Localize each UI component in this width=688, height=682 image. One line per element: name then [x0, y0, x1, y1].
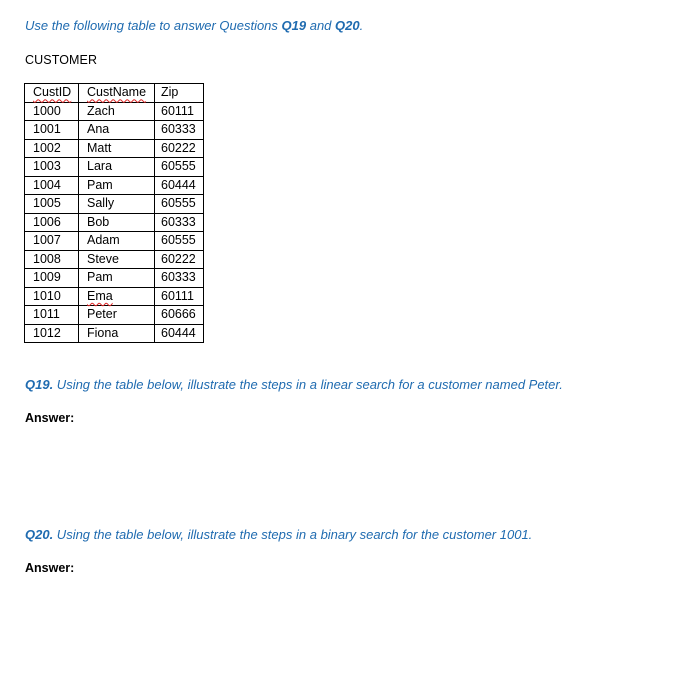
table-row — [25, 213, 204, 232]
cell-custid — [25, 287, 79, 306]
cell-custid — [25, 121, 79, 140]
cell-custid-value: 1008 — [33, 251, 61, 266]
cell-zip — [155, 287, 204, 306]
cell-custname-value: Fiona — [87, 325, 119, 340]
cell-custname-value: Pam — [87, 270, 113, 285]
question-20-text: Using the table below, illustrate the steps in a binary search for the customer 1001. — [53, 527, 533, 542]
cell-zip-value: 60333 — [161, 270, 196, 285]
cell-custname-value: Ana — [87, 122, 110, 137]
table-row — [25, 324, 204, 343]
table-row — [25, 139, 204, 158]
cell-zip-value: 60555 — [161, 233, 196, 248]
intro-instruction — [25, 18, 363, 33]
cell-zip — [155, 176, 204, 195]
cell-custname-value: Matt — [87, 140, 112, 155]
cell-custid — [25, 158, 79, 177]
cell-custid-value: 1009 — [33, 270, 61, 285]
cell-custid — [25, 139, 79, 158]
intro-q19-ref: Q19 — [281, 18, 307, 33]
table-row — [25, 306, 204, 325]
cell-zip — [155, 139, 204, 158]
table-row — [25, 232, 204, 251]
cell-custname-value: Zach — [87, 103, 115, 118]
cell-custname-value: Adam — [87, 233, 120, 248]
cell-zip — [155, 306, 204, 325]
cell-zip-value: 60444 — [161, 177, 196, 192]
cell-custname — [79, 306, 155, 325]
cell-custid-value: 1006 — [33, 214, 61, 229]
cell-custid — [25, 213, 79, 232]
cell-custid-value: 1005 — [33, 196, 61, 211]
cell-custid-value: 1007 — [33, 233, 61, 248]
cell-zip — [155, 232, 204, 251]
table-header-row — [25, 84, 204, 103]
cell-custid — [25, 176, 79, 195]
question-19-label: Q19. — [25, 377, 54, 392]
cell-custname — [79, 121, 155, 140]
cell-custname — [79, 213, 155, 232]
table-row — [25, 176, 204, 195]
cell-zip-value: 60111 — [161, 288, 194, 303]
cell-custid-value: 1000 — [33, 103, 61, 118]
table-row — [25, 102, 204, 121]
cell-custid — [25, 232, 79, 251]
intro-q20-ref: Q20 — [335, 18, 360, 33]
cell-custname — [79, 158, 155, 177]
cell-zip-value: 60444 — [161, 325, 196, 340]
cell-zip-value: 60555 — [161, 159, 196, 174]
cell-zip — [155, 195, 204, 214]
cell-custname — [79, 195, 155, 214]
question-20-label: Q20. — [25, 527, 54, 542]
table-row — [25, 287, 204, 306]
cell-zip — [155, 250, 204, 269]
cell-custname — [79, 269, 155, 288]
header-custname-label: CustName — [87, 85, 147, 100]
table-row — [25, 121, 204, 140]
cell-custname-value: Lara — [87, 159, 113, 174]
cell-custname — [79, 139, 155, 158]
cell-custname-value: Peter — [87, 307, 117, 322]
table-caption: CUSTOMER — [25, 53, 98, 67]
cell-custid-value: 1002 — [33, 140, 61, 155]
cell-custid-value: 1003 — [33, 159, 61, 174]
header-custid — [25, 84, 79, 103]
cell-zip-value: 60555 — [161, 196, 196, 211]
cell-custname — [79, 250, 155, 269]
customer-table — [24, 83, 204, 343]
cell-custname-value: Ema — [87, 288, 113, 303]
cell-zip — [155, 102, 204, 121]
cell-custid — [25, 306, 79, 325]
intro-text-1: Use the following table to answer Questions — [25, 18, 282, 33]
header-custid-label: CustID — [33, 85, 72, 100]
cell-custname-value: Pam — [87, 177, 113, 192]
cell-custid-value: 1004 — [33, 177, 61, 192]
cell-custid — [25, 195, 79, 214]
cell-zip-value: 60222 — [161, 251, 196, 266]
cell-custname-value: Bob — [87, 214, 110, 229]
cell-zip-value: 60333 — [161, 214, 196, 229]
cell-custid — [25, 269, 79, 288]
cell-custid — [25, 102, 79, 121]
table-row — [25, 269, 204, 288]
cell-custname — [79, 176, 155, 195]
cell-zip-value: 60666 — [161, 307, 196, 322]
cell-zip — [155, 213, 204, 232]
header-custname — [79, 84, 155, 103]
header-zip — [155, 84, 204, 103]
cell-zip-value: 60222 — [161, 140, 196, 155]
table-row — [25, 250, 204, 269]
cell-custname — [79, 102, 155, 121]
table-body — [25, 102, 204, 343]
answer-19-label: Answer: — [25, 411, 75, 425]
question-20 — [25, 527, 532, 542]
cell-custid-value: 1011 — [33, 307, 60, 322]
cell-custid-value: 1012 — [33, 325, 61, 340]
table-row — [25, 158, 204, 177]
cell-custid-value: 1001 — [33, 122, 61, 137]
cell-zip — [155, 121, 204, 140]
question-19 — [25, 377, 563, 392]
cell-custid-value: 1010 — [33, 288, 61, 303]
cell-custname — [79, 232, 155, 251]
intro-text-2: and — [306, 18, 336, 33]
cell-zip — [155, 324, 204, 343]
cell-custid — [25, 324, 79, 343]
table-row — [25, 195, 204, 214]
answer-20-label: Answer: — [25, 561, 75, 575]
header-zip-label: Zip — [161, 85, 179, 100]
cell-custname-value: Steve — [87, 251, 119, 266]
cell-custname — [79, 324, 155, 343]
cell-custname-value: Sally — [87, 196, 115, 211]
question-19-text: Using the table below, illustrate the steps in a linear search for a customer named Peter. — [53, 377, 563, 392]
cell-custname — [79, 287, 155, 306]
cell-custid — [25, 250, 79, 269]
intro-text-3: . — [359, 18, 364, 33]
cell-zip — [155, 269, 204, 288]
cell-zip-value: 60111 — [161, 103, 194, 118]
cell-zip — [155, 158, 204, 177]
cell-zip-value: 60333 — [161, 122, 196, 137]
